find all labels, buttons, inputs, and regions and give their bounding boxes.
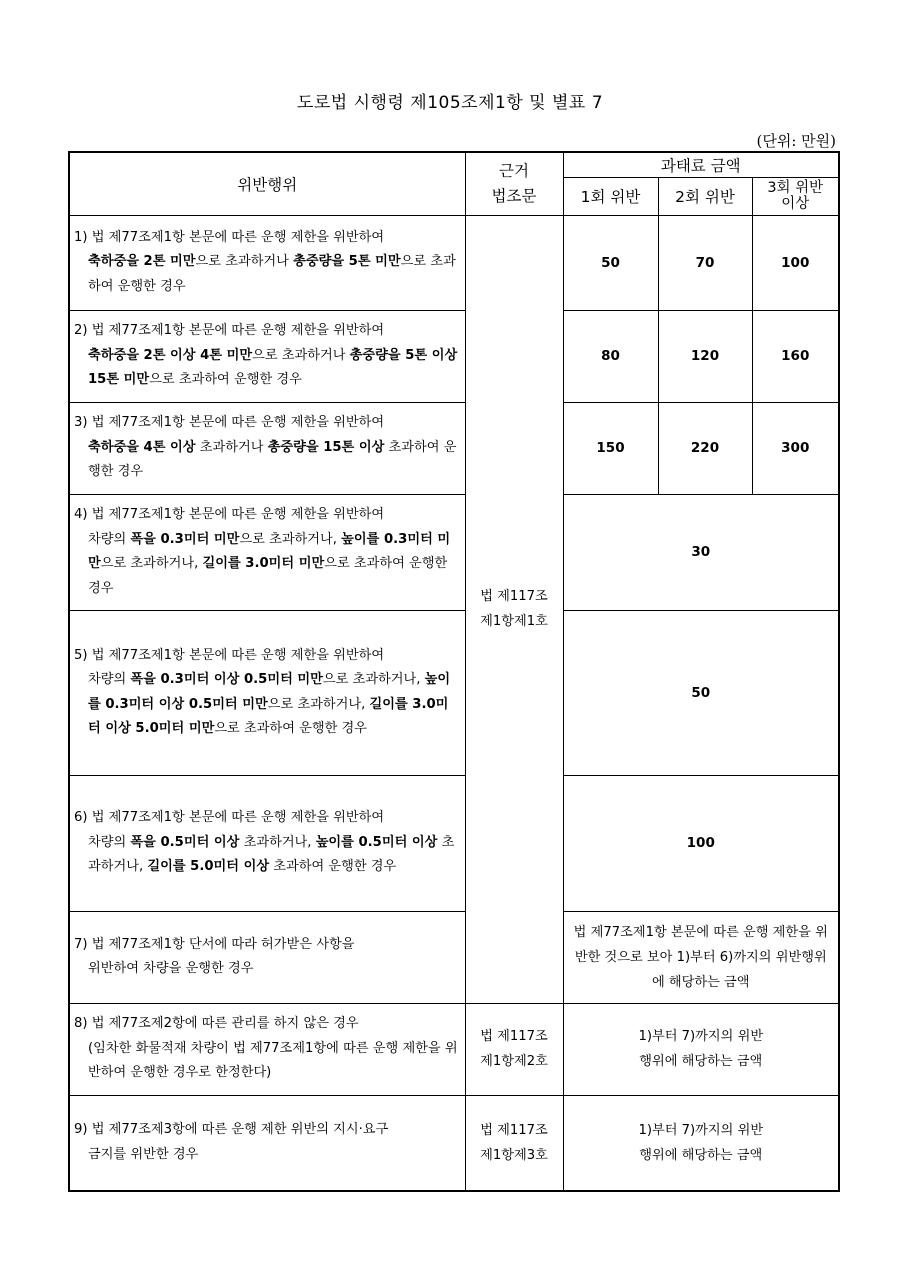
violation-3: 3) 법 제77조제1항 본문에 따른 운행 제한을 위반하여 축하중을 4톤 이상 초과하거나 총중량을 15톤 이상 초과하여 운행한 경우 — [69, 402, 465, 494]
header-third-violation: 3회 위반 이상 — [752, 177, 839, 215]
fine-9: 1)부터 7)까지의 위반행위에 해당하는 금액 — [563, 1095, 839, 1191]
table-row — [69, 494, 839, 610]
violation-7: 7) 법 제77조제1항 단서에 따라 허가받은 사항을 위반하여 차량을 운행한 경우 — [69, 911, 465, 1003]
table-row — [69, 1095, 839, 1191]
table-row — [69, 402, 839, 494]
table-row — [69, 775, 839, 911]
violation-1: 1) 법 제77조제1항 본문에 따른 운행 제한을 위반하여 축하중을 2톤 미만으로 초과하거나 총중량을 5톤 미만으로 초과하여 운행한 경우 — [69, 215, 465, 310]
violation-6: 6) 법 제77조제1항 본문에 따른 운행 제한을 위반하여 차량의 폭을 0.5미터 이상 초과하거나, 높이를 0.5미터 이상 초과하거나, 길이를 5.0미터 이상 초과하여 운행한 경우 — [69, 775, 465, 911]
table-row — [69, 215, 839, 310]
header-second-violation: 2회 위반 — [658, 177, 752, 215]
fine-2-third: 160 — [752, 310, 839, 402]
unit-label: (단위: 만원) — [756, 132, 836, 150]
violation-2: 2) 법 제77조제1항 본문에 따른 운행 제한을 위반하여 축하중을 2톤 이상 4톤 미만으로 초과하거나 총중량을 5톤 이상 15톤 미만으로 초과하여 운행한 경우 — [69, 310, 465, 402]
table-row — [69, 610, 839, 775]
fine-6: 100 — [563, 775, 839, 911]
fine-3-second: 220 — [658, 402, 752, 494]
table-row — [69, 310, 839, 402]
violation-9: 9) 법 제77조제3항에 따른 운행 제한 위반의 지시·요구 금지를 위반한 경우 — [69, 1095, 465, 1191]
violation-5: 5) 법 제77조제1항 본문에 따른 운행 제한을 위반하여 차량의 폭을 0.3미터 이상 0.5미터 미만으로 초과하거나, 높이를 0.3미터 이상 0.5미터 미만으로 초과하거나, 길이를 3.0미터 이상 5.0미터 미만으로 초과하여 운행한 경우 — [69, 610, 465, 775]
violation-8: 8) 법 제77조제2항에 따른 관리를 하지 않은 경우 (임차한 화물적재 차량이 법 제77조제1항에 따른 운행 제한을 위반하여 운행한 경우로 한정한다) — [69, 1003, 465, 1095]
basis-9: 법 제117조 제1항제3호 — [465, 1095, 563, 1191]
page-title: 도로법 시행령 제105조제1항 및 별표 7 — [296, 93, 604, 113]
header-first-violation: 1회 위반 — [563, 177, 658, 215]
fine-2-second: 120 — [658, 310, 752, 402]
table-row — [69, 1003, 839, 1095]
fine-1-first: 50 — [563, 215, 658, 310]
fine-3-first: 150 — [563, 402, 658, 494]
fine-7: 법 제77조제1항 본문에 따른 운행 제한을 위반한 것으로 보아 1)부터 6)까지의 위반행위에 해당하는 금액 — [563, 911, 839, 1003]
fine-3-third: 300 — [752, 402, 839, 494]
header-fine-amount: 과태료 금액 — [563, 152, 839, 177]
fine-8: 1)부터 7)까지의 위반행위에 해당하는 금액 — [563, 1003, 839, 1095]
fine-4: 30 — [563, 494, 839, 610]
fine-table — [68, 151, 840, 1192]
fine-2-first: 80 — [563, 310, 658, 402]
fine-5: 50 — [563, 610, 839, 775]
basis-8: 법 제117조 제1항제2호 — [465, 1003, 563, 1095]
header-basis: 근거 법조문 — [465, 152, 563, 215]
fine-1-third: 100 — [752, 215, 839, 310]
header-violation: 위반행위 — [69, 152, 465, 215]
basis-main: 법 제117조 제1항제1호 — [465, 215, 563, 1003]
violation-4: 4) 법 제77조제1항 본문에 따른 운행 제한을 위반하여 차량의 폭을 0.3미터 미만으로 초과하거나, 높이를 0.3미터 미만으로 초과하거나, 길이를 3.0미터 미만으로 초과하여 운행한 경우 — [69, 494, 465, 610]
table-row — [69, 911, 839, 1003]
fine-1-second: 70 — [658, 215, 752, 310]
